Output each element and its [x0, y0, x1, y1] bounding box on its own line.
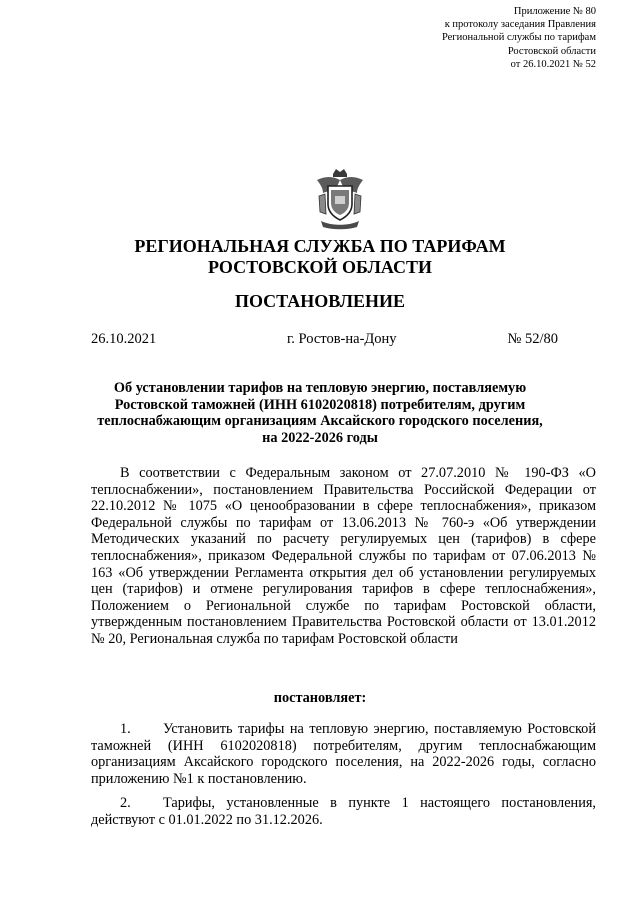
decree-word: постановляет: — [273, 690, 367, 706]
annex-line: Ростовской области — [507, 45, 596, 57]
document-number: № 52/80 — [507, 331, 558, 347]
agency-name — [0, 236, 640, 278]
agency-line: РОСТОВСКОЙ ОБЛАСТИ — [208, 257, 432, 277]
coat-of-arms-icon — [311, 166, 369, 230]
annex-line: от 26.10.2021 № 52 — [510, 58, 596, 70]
list-item — [91, 795, 596, 828]
item-text: Установить тарифы на тепловую энергию, поставляемую Ростовской таможней (ИНН 6102020818) потребителям, другим теплоснабжающим организациям Аксайского городского поселения, на 2022-2026 годы, согласно приложению №1 к постановлению. — [91, 721, 596, 787]
annex-line: Региональной службы по тарифам — [441, 32, 596, 44]
subject-line: Ростовской таможней (ИНН 6102020818) потребителям, другим — [114, 396, 526, 413]
document-subject — [80, 380, 560, 446]
annex-line: Приложение № 80 — [513, 6, 596, 17]
subject-line: теплоснабжающим организациям Аксайского городского поселения, — [97, 413, 543, 430]
preamble-paragraph: В соответствии с Федеральным законом от 27.07.2010 № 190-ФЗ «О теплоснабжении», постановлением Правительства Российской Федерации от 22.10.2012 № 1075 «О ценообразовании в сфере теплоснабжения», приказом Федеральной службы по тарифам от 13.06.2013 № 760-э «Об утверждении Методических указаний по расчету регулируемых цен (тарифов) в сфере теплоснабжения», приказом Федеральной службы по тарифам от 07.06.2013 № 163 «Об утверждении Регламента открытия дел об установлении регулируемых цен (тарифов) и отмене регулирования тарифов в сфере теплоснабжения», Положением о Региональной службе по тарифам Ростовской области, утвержденным постановлением Правительства Ростовской области от 13.01.2012 № 20, Региональная служба по тарифам Ростовской области — [91, 465, 596, 647]
agency-line: РЕГИОНАЛЬНАЯ СЛУЖБА ПО ТАРИФАМ — [134, 236, 506, 256]
annex-line: к протоколу заседания Правления — [444, 19, 596, 31]
document-city: г. Ростов-на-Дону — [287, 331, 397, 347]
item-number: 2. — [120, 795, 131, 811]
subject-line: на 2022-2026 годы — [262, 429, 378, 446]
item-number: 1. — [120, 721, 131, 737]
document-type: ПОСТАНОВЛЕНИЕ — [234, 291, 406, 311]
annex-note — [442, 5, 596, 71]
document-date: 26.10.2021 — [91, 331, 157, 347]
list-item — [91, 721, 596, 787]
item-text: Тарифы, установленные в пункте 1 настоящего постановления, действуют с 01.01.2022 по 31.12.2026. — [91, 795, 596, 828]
subject-line: Об установлении тарифов на тепловую энергию, поставляемую — [113, 380, 527, 396]
